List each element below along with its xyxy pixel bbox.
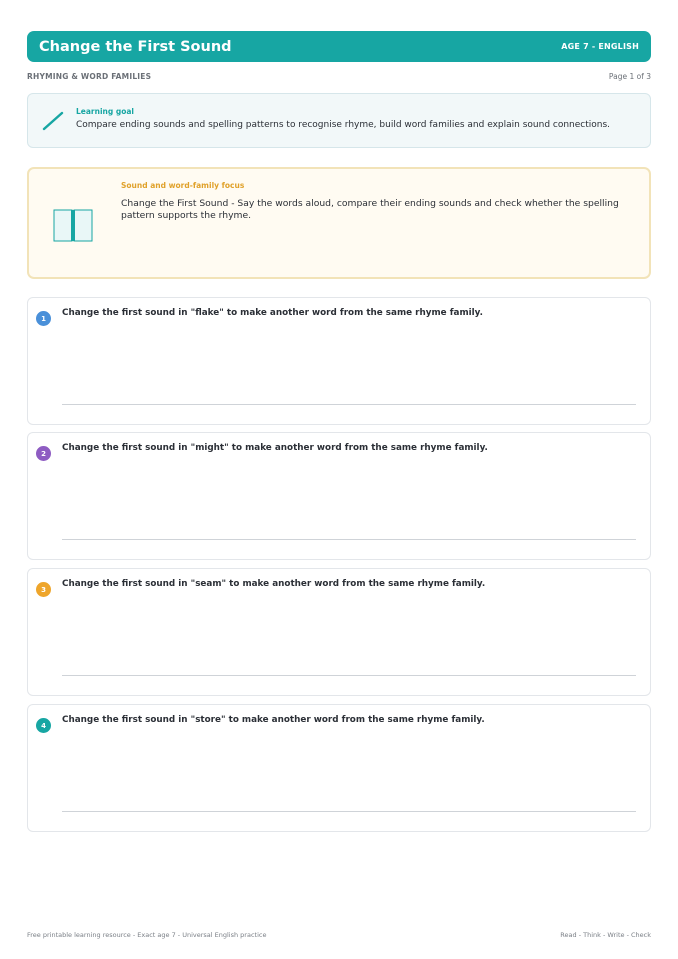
focus-box [27,167,651,279]
question-text: Change the first sound in "might" to make another word from the same rhyme family. [62,443,488,453]
page-title: Change the First Sound [39,38,232,55]
footer-left-text: Free printable learning resource - Exact age 7 - Universal English practice [27,931,267,939]
question-card [27,568,651,696]
question-card [27,704,651,832]
focus-label: Sound and word-family focus [121,181,245,190]
subheader [27,70,651,82]
question-number-badge: 4 [36,718,51,733]
question-text: Change the first sound in "store" to make another word from the same rhyme family. [62,715,485,725]
question-card [27,297,651,425]
focus-text: Change the First Sound - Say the words aloud, compare their ending sounds and check whether the spelling pattern supports the rhyme. [121,198,619,221]
question-number-badge: 2 [36,446,51,461]
page-header [27,31,651,62]
learning-goal-label: Learning goal [76,107,135,116]
answer-line[interactable] [62,675,636,676]
question-number-badge: 1 [36,311,51,326]
book-icon [53,209,93,242]
question-number-badge: 3 [36,582,51,597]
question-text: Change the first sound in "seam" to make another word from the same rhyme family. [62,579,486,589]
learning-goal-text: Compare ending sounds and spelling patterns to recognise rhyme, build word families and explain sound connections. [76,120,611,130]
age-subject-tag: AGE 7 - ENGLISH [561,42,639,51]
pencil-icon [40,110,66,132]
answer-line[interactable] [62,539,636,540]
question-text: Change the first sound in "flake" to make another word from the same rhyme family. [62,308,483,318]
answer-line[interactable] [62,811,636,812]
page-number: Page 1 of 3 [608,71,651,81]
footer-right-text: Read - Think - Write - Check [560,931,651,939]
question-card [27,432,651,560]
page-footer [27,931,651,939]
category-label: RHYMING & WORD FAMILIES [27,71,152,81]
answer-line[interactable] [62,404,636,405]
learning-goal-box [27,93,651,148]
